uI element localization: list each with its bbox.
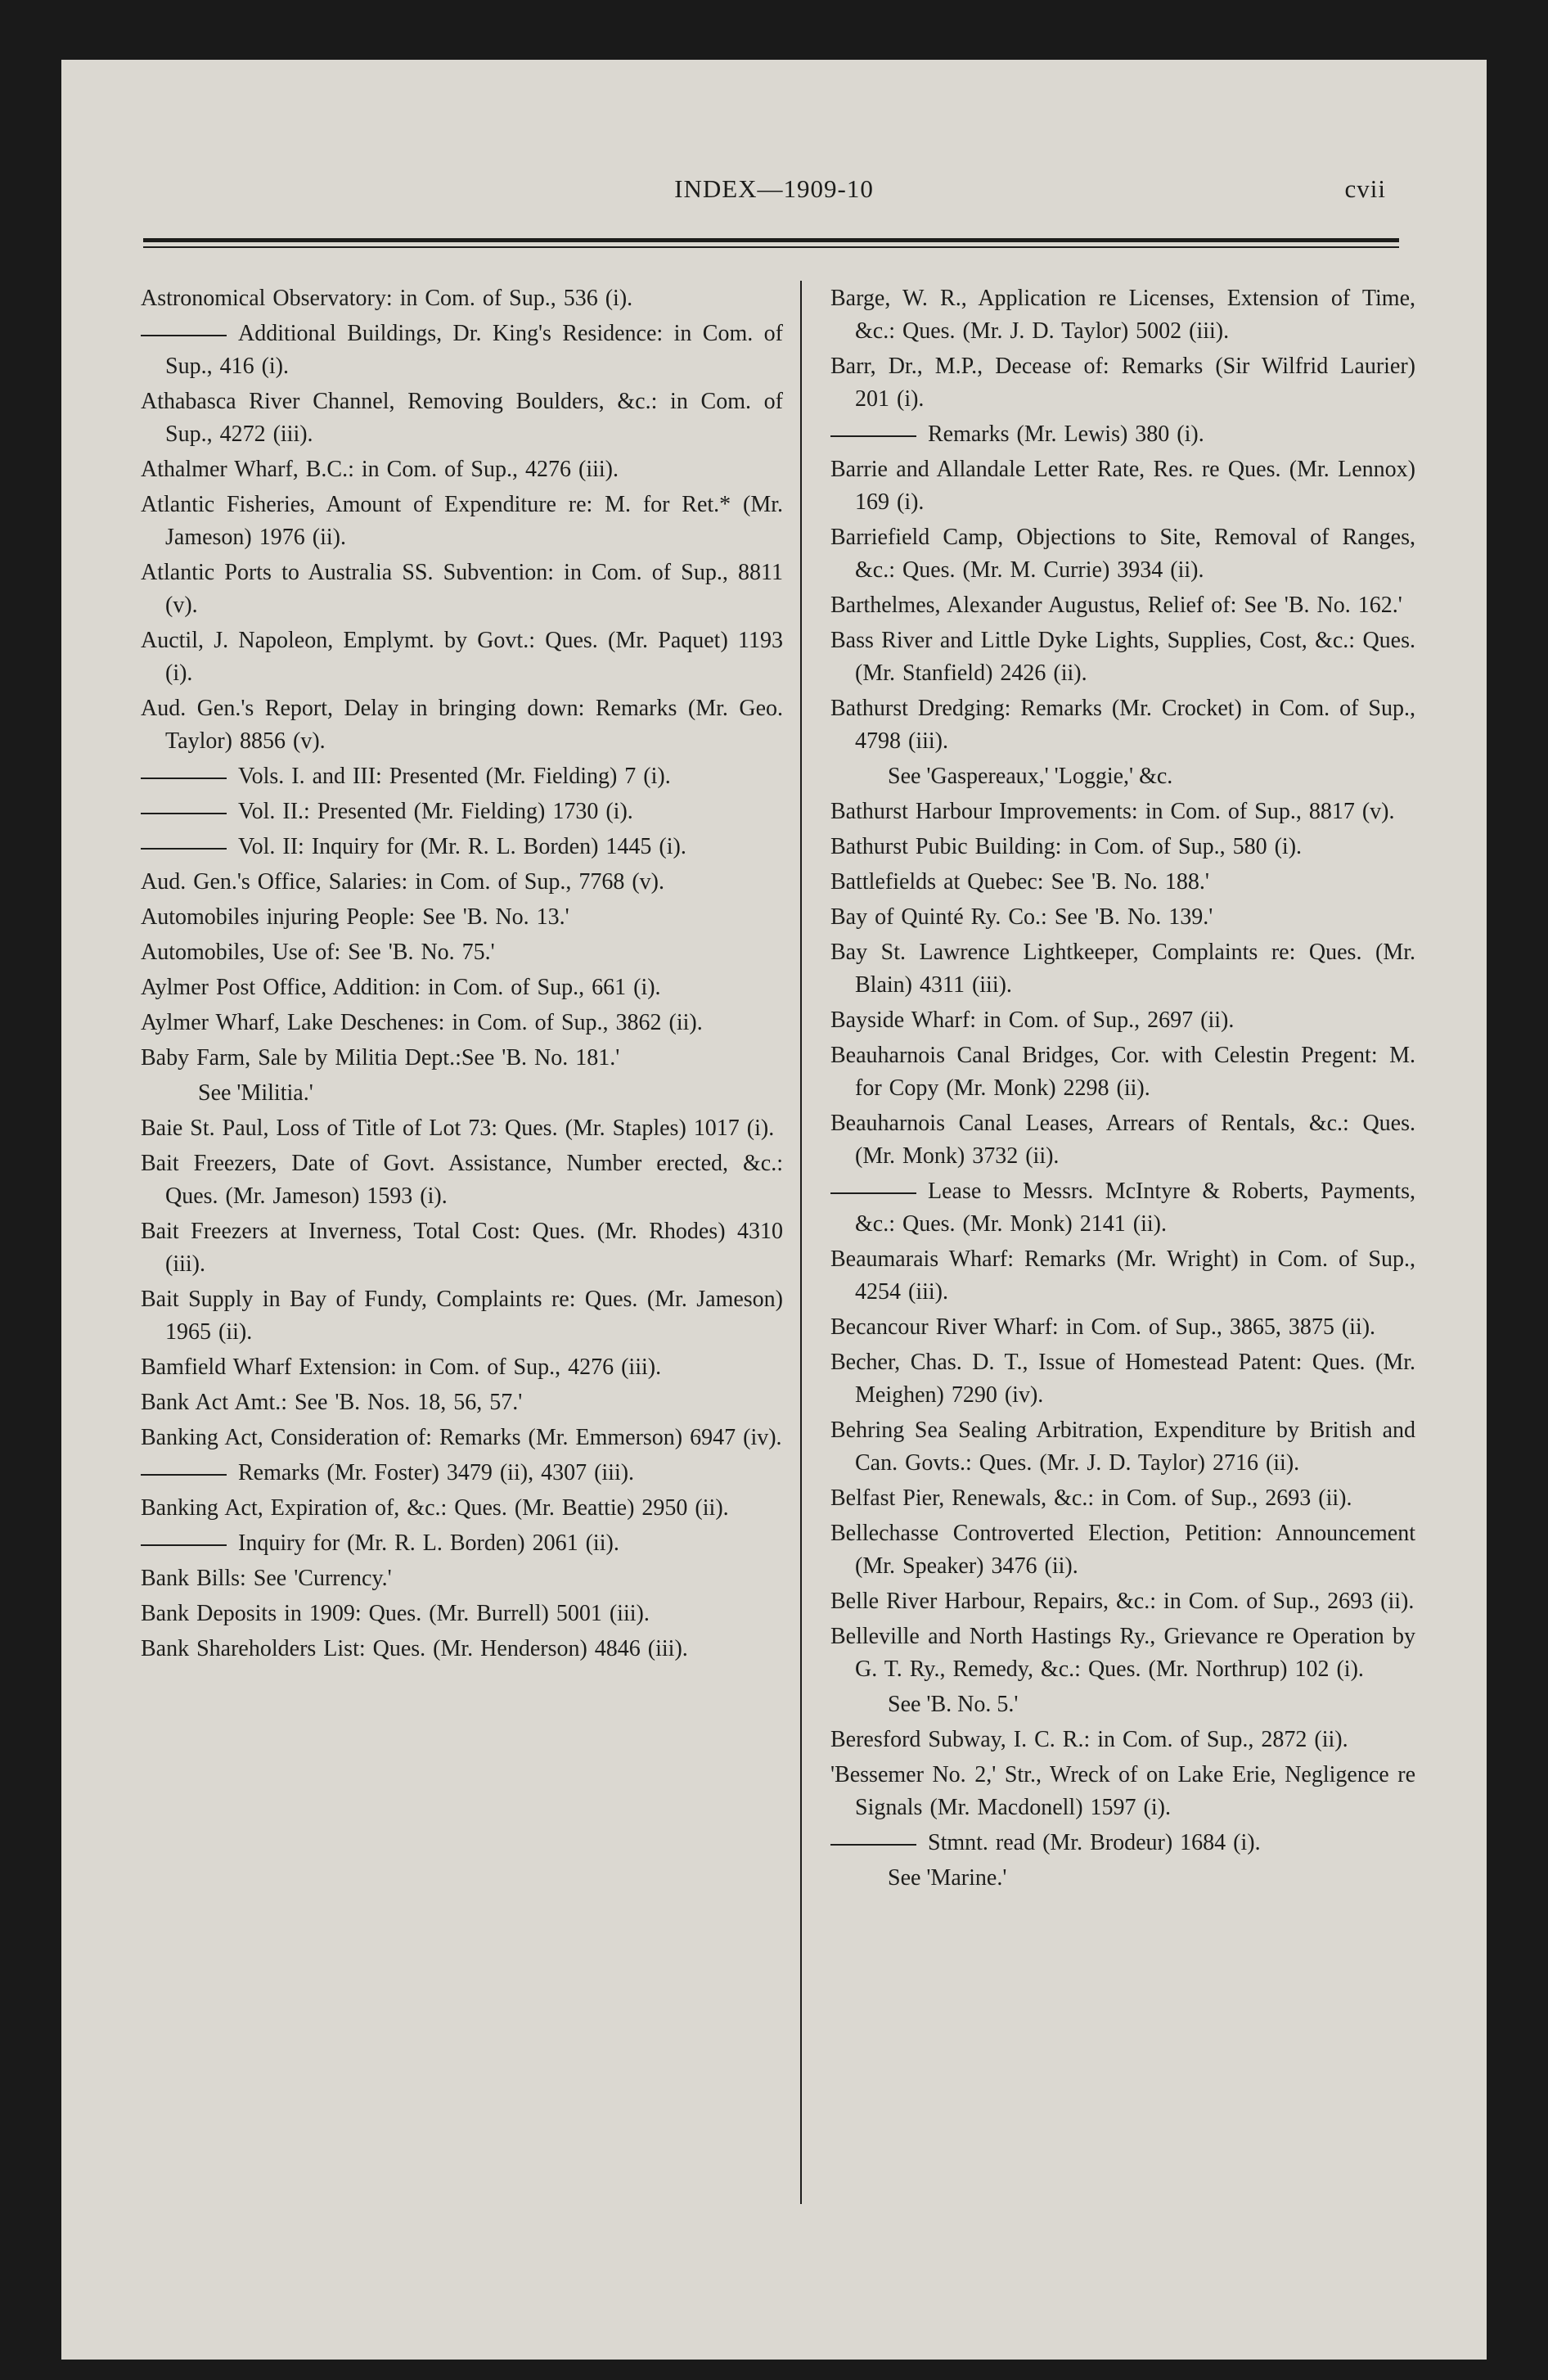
index-entry: [141, 1633, 783, 1666]
entry-text: Becancour River Wharf: in Com. of Sup., 3865, 3875 (ii).: [830, 1314, 1376, 1340]
entry-text: Inquiry for (Mr. R. L. Borden) 2061 (ii).: [238, 1530, 619, 1556]
index-entry: [141, 936, 783, 969]
repeat-dash: [141, 335, 227, 336]
entry-text: Becher, Chas. D. T., Issue of Homestead Patent: Ques. (Mr. Meighen) 7290 (iv).: [830, 1350, 1415, 1408]
repeat-dash: [141, 848, 227, 850]
entry-text: Belfast Pier, Renewals, &c.: in Com. of Sup., 2693 (ii).: [830, 1485, 1352, 1511]
entry-text: Bayside Wharf: in Com. of Sup., 2697 (ii).: [830, 1007, 1235, 1033]
see-also-entry: [830, 1862, 1415, 1895]
index-entry: [141, 1283, 783, 1349]
entry-text: Athabasca River Channel, Removing Boulders, &c.: in Com. of Sup., 4272 (iii).: [141, 389, 783, 447]
entry-text: Bait Freezers, Date of Govt. Assistance, Number erected, &c.: Ques. (Mr. Jameson) 1593 (i).: [141, 1151, 783, 1209]
entry-text: Beaumarais Wharf: Remarks (Mr. Wright) in Com. of Sup., 4254 (iii).: [830, 1246, 1415, 1305]
entry-text: Stmnt. read (Mr. Brodeur) 1684 (i).: [928, 1830, 1261, 1855]
index-entry: [830, 1620, 1415, 1686]
entry-text: Bait Freezers at Inverness, Total Cost: Ques. (Mr. Rhodes) 4310 (iii).: [141, 1219, 783, 1277]
index-entry: [830, 1724, 1415, 1756]
index-entry: [830, 936, 1415, 1002]
index-entry: [830, 282, 1415, 348]
entry-text: Automobiles, Use of: See 'B. No. 75.': [141, 940, 495, 965]
index-entry: [830, 796, 1415, 828]
index-entry: [141, 1042, 783, 1075]
entry-text: See 'B. No. 5.': [888, 1692, 1019, 1717]
entry-text: Vols. I. and III: Presented (Mr. Fielding) 7 (i).: [238, 764, 671, 789]
entry-text: Lease to Messrs. McIntyre & Roberts, Payments, &c.: Ques. (Mr. Monk) 2141 (ii).: [855, 1179, 1415, 1237]
entry-text: Aud. Gen.'s Report, Delay in bringing down: Remarks (Mr. Geo. Taylor) 8856 (v).: [141, 696, 783, 754]
index-entry: [141, 385, 783, 451]
index-entry: [141, 971, 783, 1004]
entry-text: Remarks (Mr. Lewis) 380 (i).: [928, 421, 1204, 447]
page-number: cvii: [1344, 174, 1386, 203]
index-entry: [141, 1386, 783, 1419]
index-entry: [141, 282, 783, 315]
index-entry: [830, 1346, 1415, 1412]
index-entry: [830, 1311, 1415, 1344]
entry-text: Belle River Harbour, Repairs, &c.: in Com. of Sup., 2693 (ii).: [830, 1589, 1415, 1614]
entry-text: Barthelmes, Alexander Augustus, Relief of: See 'B. No. 162.': [830, 593, 1402, 618]
index-entry: [141, 489, 783, 554]
index-entry: [830, 1585, 1415, 1618]
left-column: [141, 282, 783, 1668]
index-entry: [830, 1482, 1415, 1515]
index-entry: [830, 1004, 1415, 1037]
entry-text: Vol. II: Inquiry for (Mr. R. L. Borden) 1445 (i).: [238, 834, 686, 859]
entry-text: Barge, W. R., Application re Licenses, Extension of Time, &c.: Ques. (Mr. J. D. Taylor) 5002 (iii).: [830, 286, 1415, 344]
repeat-dash: [830, 1844, 916, 1846]
index-entry: [141, 1351, 783, 1384]
entry-text: Automobiles injuring People: See 'B. No. 13.': [141, 904, 569, 930]
index-entry: [141, 1007, 783, 1039]
index-subentry: [141, 318, 783, 383]
entry-text: Additional Buildings, Dr. King's Residence: in Com. of Sup., 416 (i).: [165, 321, 783, 379]
right-column: [773, 282, 1415, 1897]
entry-text: Bank Deposits in 1909: Ques. (Mr. Burrell) 5001 (iii).: [141, 1601, 650, 1626]
entry-text: Atlantic Ports to Australia SS. Subvention: in Com. of Sup., 8811 (v).: [141, 560, 783, 618]
index-subentry: [141, 1457, 783, 1490]
index-entry: [830, 1107, 1415, 1173]
index-entry: [830, 453, 1415, 519]
index-entry: [830, 521, 1415, 587]
entry-text: Bathurst Pubic Building: in Com. of Sup., 580 (i).: [830, 834, 1303, 859]
entry-text: Beauharnois Canal Leases, Arrears of Rentals, &c.: Ques. (Mr. Monk) 3732 (ii).: [830, 1111, 1415, 1169]
index-subentry: [141, 760, 783, 793]
index-entry: [141, 1598, 783, 1630]
entry-text: Aud. Gen.'s Office, Salaries: in Com. of Sup., 7768 (v).: [141, 869, 665, 895]
index-entry: [141, 557, 783, 622]
index-entry: [141, 624, 783, 690]
entry-text: Auctil, J. Napoleon, Emplymt. by Govt.: Ques. (Mr. Paquet) 1193 (i).: [141, 628, 783, 686]
entry-text: Vol. II.: Presented (Mr. Fielding) 1730 (i).: [238, 799, 633, 824]
repeat-dash: [141, 778, 227, 779]
index-entry: [141, 866, 783, 899]
index-entry: [141, 1215, 783, 1281]
entry-text: Bank Shareholders List: Ques. (Mr. Henderson) 4846 (iii).: [141, 1636, 688, 1661]
entry-text: Bathurst Harbour Improvements: in Com. of Sup., 8817 (v).: [830, 799, 1395, 824]
index-entry: [141, 1147, 783, 1213]
entry-text: Bank Act Amt.: See 'B. Nos. 18, 56, 57.': [141, 1390, 523, 1415]
index-subentry: [830, 418, 1415, 451]
index-entry: [141, 901, 783, 934]
entry-text: Belleville and North Hastings Ry., Grievance re Operation by G. T. Ry., Remedy, &c.: Ques. (Mr. Northrup) 102 (i).: [830, 1624, 1415, 1682]
page-title: INDEX—1909-10: [674, 174, 874, 203]
entry-text: Bay St. Lawrence Lightkeeper, Complaints re: Ques. (Mr. Blain) 4311 (iii).: [830, 940, 1415, 998]
see-also-entry: [830, 1688, 1415, 1721]
index-subentry: [830, 1175, 1415, 1241]
entry-text: Bait Supply in Bay of Fundy, Complaints re: Ques. (Mr. Jameson) 1965 (ii).: [141, 1287, 783, 1345]
entry-text: See 'Militia.': [198, 1080, 313, 1106]
index-entry: [141, 1422, 783, 1454]
entry-text: Bellechasse Controverted Election, Petition: Announcement (Mr. Speaker) 3476 (ii).: [830, 1521, 1415, 1579]
index-entry: [141, 453, 783, 486]
entry-text: Bamfield Wharf Extension: in Com. of Sup., 4276 (iii).: [141, 1355, 662, 1380]
entry-text: Baby Farm, Sale by Militia Dept.:See 'B. No. 181.': [141, 1045, 620, 1071]
entry-text: Banking Act, Consideration of: Remarks (Mr. Emmerson) 6947 (iv).: [141, 1425, 782, 1450]
repeat-dash: [141, 813, 227, 814]
index-subentry: [141, 1527, 783, 1560]
index-entry: [141, 1112, 783, 1145]
entry-text: Barrie and Allandale Letter Rate, Res. re Ques. (Mr. Lennox) 169 (i).: [830, 457, 1415, 515]
index-entry: [830, 1243, 1415, 1309]
entry-text: Beauharnois Canal Bridges, Cor. with Celestin Pregent: M. for Copy (Mr. Monk) 2298 (ii).: [830, 1043, 1415, 1101]
repeat-dash: [830, 435, 916, 437]
entry-text: Athalmer Wharf, B.C.: in Com. of Sup., 4276 (iii).: [141, 457, 619, 482]
index-entry: [830, 901, 1415, 934]
entry-text: Aylmer Wharf, Lake Deschenes: in Com. of Sup., 3862 (ii).: [141, 1010, 703, 1035]
header-rule-thick: [143, 238, 1399, 242]
repeat-dash: [830, 1192, 916, 1194]
index-entry: [830, 692, 1415, 758]
entry-text: Behring Sea Sealing Arbitration, Expenditure by British and Can. Govts.: Ques. (Mr. J. D. Taylor) 2716 (ii).: [830, 1418, 1415, 1476]
entry-text: Remarks (Mr. Foster) 3479 (ii), 4307 (iii).: [238, 1460, 635, 1485]
index-entry: [830, 1414, 1415, 1480]
index-entry: [141, 692, 783, 758]
entry-text: Banking Act, Expiration of, &c.: Ques. (Mr. Beattie) 2950 (ii).: [141, 1495, 729, 1521]
index-entry: [141, 1562, 783, 1595]
index-subentry: [141, 796, 783, 828]
index-entry: [830, 1039, 1415, 1105]
entry-text: Atlantic Fisheries, Amount of Expenditure re: M. for Ret.* (Mr. Jameson) 1976 (ii).: [141, 492, 783, 550]
entry-text: Astronomical Observatory: in Com. of Sup., 536 (i).: [141, 286, 633, 311]
entry-text: Barriefield Camp, Objections to Site, Removal of Ranges, &c.: Ques. (Mr. M. Currie) 3934 (ii).: [830, 525, 1415, 583]
header-rule-thin: [143, 246, 1399, 248]
index-entry: [830, 350, 1415, 416]
repeat-dash: [141, 1544, 227, 1546]
entry-text: See 'Marine.': [888, 1865, 1007, 1891]
index-subentry: [141, 831, 783, 863]
entry-text: Bank Bills: See 'Currency.': [141, 1566, 392, 1591]
index-entry: [830, 589, 1415, 622]
index-entry: [830, 624, 1415, 690]
entry-text: Aylmer Post Office, Addition: in Com. of Sup., 661 (i).: [141, 975, 661, 1000]
page-header: [61, 174, 1487, 223]
entry-text: Bathurst Dredging: Remarks (Mr. Crocket) in Com. of Sup., 4798 (iii).: [830, 696, 1415, 754]
entry-text: Barr, Dr., M.P., Decease of: Remarks (Sir Wilfrid Laurier) 201 (i).: [830, 354, 1415, 412]
entry-text: Battlefields at Quebec: See 'B. No. 188.': [830, 869, 1209, 895]
index-entry: [830, 866, 1415, 899]
index-entry: [830, 1517, 1415, 1583]
entry-text: See 'Gaspereaux,' 'Loggie,' &c.: [888, 764, 1173, 789]
entry-text: 'Bessemer No. 2,' Str., Wreck of on Lake Erie, Negligence re Signals (Mr. Macdonell) 1597 (i).: [830, 1762, 1415, 1820]
repeat-dash: [141, 1474, 227, 1476]
index-entry: [830, 1759, 1415, 1824]
see-also-entry: [141, 1077, 783, 1110]
index-page: [61, 60, 1487, 2360]
index-subentry: [830, 1827, 1415, 1859]
index-entry: [830, 831, 1415, 863]
entry-text: Bay of Quinté Ry. Co.: See 'B. No. 139.': [830, 904, 1213, 930]
entry-text: Baie St. Paul, Loss of Title of Lot 73: Ques. (Mr. Staples) 1017 (i).: [141, 1116, 775, 1141]
entry-text: Bass River and Little Dyke Lights, Supplies, Cost, &c.: Ques. (Mr. Stanfield) 2426 (ii).: [830, 628, 1415, 686]
see-also-entry: [830, 760, 1415, 793]
entry-text: Beresford Subway, I. C. R.: in Com. of Sup., 2872 (ii).: [830, 1727, 1348, 1752]
index-entry: [141, 1492, 783, 1525]
